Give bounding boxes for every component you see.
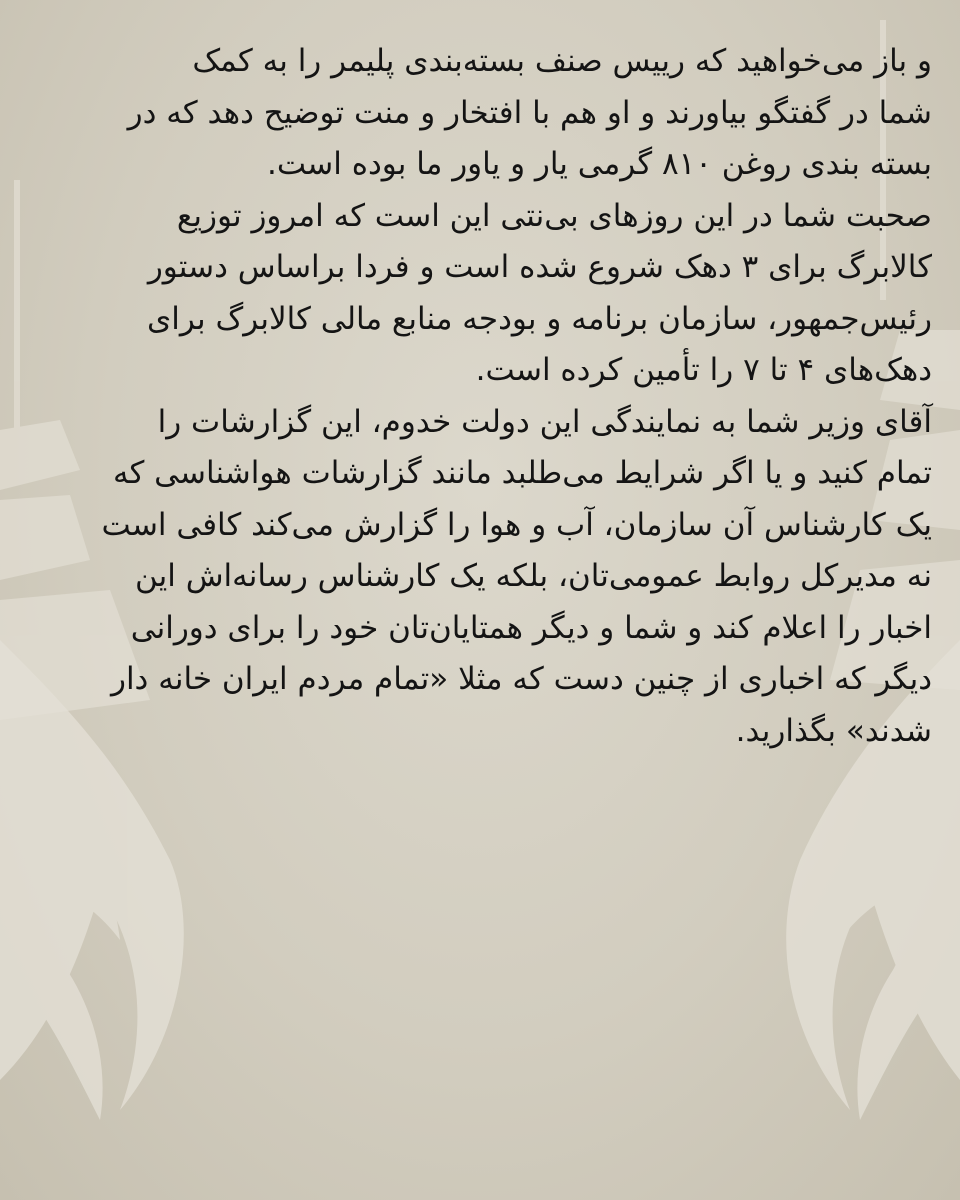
text-line-9: تمام کنید و یا اگر شرایط می‌طلبد مانند گزارشات هواشناسی که (112, 455, 932, 491)
text-line-2: شما در گفتگو بیاورند و او هم با افتخار و منت توضیح دهد که در (127, 94, 932, 131)
text-line-4: صحبت شما در این روزهای بی‌نتی این است که امروز توزیع (176, 197, 932, 234)
text-line-10: یک کارشناس آن سازمان، آب و هوا را گزارش می‌کند کافی است (101, 506, 932, 543)
text-line-11: نه مدیرکل روابط عمومی‌تان، بلکه یک کارشناس رسانه‌اش این (135, 558, 932, 594)
article-text (56, 36, 932, 757)
text-line-7: دهک‌های ۴ تا ۷ را تأمین کرده است. (475, 352, 932, 388)
text-line-14: شدند» بگذارید. (735, 712, 932, 749)
text-line-12: اخبار را اعلام کند و شما و دیگر همتایان‌تان خود را برای دورانی (130, 609, 932, 646)
text-line-6: رئیس‌جمهور، سازمان برنامه و بودجه منابع مالی کالابرگ برای (147, 300, 932, 337)
text-line-3: بسته بندی روغن ۸۱۰ گرمی یار و یاور ما بوده است. (267, 146, 932, 182)
text-line-13: دیگر که اخباری از چنین دست که مثلا «تمام مردم ایران خانه دار (110, 661, 932, 697)
text-line-1: و باز می‌خواهید که رییس صنف بسته‌بندی پلیمر را به کمک (192, 43, 932, 79)
text-line-8: آقای وزیر شما به نمایندگی این دولت خدوم، این گزارشات را (157, 403, 932, 440)
text-line-5: کالابرگ برای ۳ دهک شروع شده است و فردا براساس دستور (147, 249, 932, 285)
